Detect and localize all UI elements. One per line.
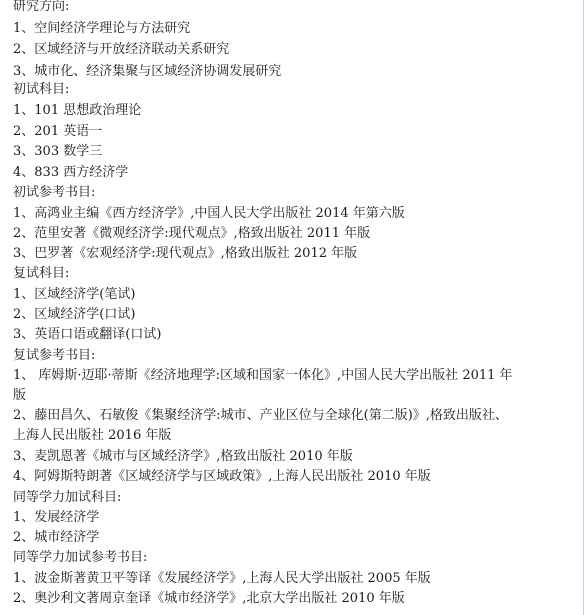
text-line: 3、英语口语或翻译(口试)	[13, 327, 162, 342]
heading-equivalent-extra-subjects: 同等学力加试科目:	[13, 490, 122, 505]
text-line: 版	[13, 388, 27, 403]
text-line: 2、城市经济学	[13, 530, 100, 545]
text-line: 3、城市化、经济集聚与区域经济协调发展研究	[13, 64, 282, 79]
text-line: 4、阿姆斯特朗著《区域经济学与区域政策》,上海人民出版社 2010 年版	[13, 469, 431, 484]
heading-research-directions: 研究方向:	[13, 0, 70, 14]
text-line: 1、发展经济学	[13, 510, 100, 525]
text-line: 2、区域经济与开放经济联动关系研究	[13, 42, 230, 57]
text-line: 1、101 思想政治理论	[13, 103, 142, 118]
text-line: 3、麦凯恩著《城市与区域经济学》,格致出版社 2010 年版	[13, 449, 353, 464]
text-line: 1、 库姆斯·迈耶·蒂斯《经济地理学:区域和国家一体化》,中国人民大学出版社 2011 年	[13, 368, 513, 383]
heading-equivalent-extra-references: 同等学力加试参考书目:	[13, 550, 148, 565]
text-line: 3、巴罗著《宏观经济学:现代观点》,格致出版社 2012 年版	[13, 246, 358, 261]
text-line: 2、奥沙利文著周京奎译《城市经济学》,北京大学出版社 2010 年版	[13, 591, 405, 606]
heading-initial-exam-subjects: 初试科目:	[13, 82, 70, 97]
heading-retest-subjects: 复试科目:	[13, 266, 70, 281]
text-line: 上海人民出版社 2016 年版	[13, 428, 172, 443]
text-line: 4、833 西方经济学	[13, 165, 129, 180]
text-line: 1、区域经济学(笔试)	[13, 287, 136, 302]
text-line: 2、藤田昌久、石敏俊《集聚经济学:城市、产业区位与全球化(第二版)》,格致出版社、	[13, 408, 508, 423]
heading-retest-references: 复试参考书目:	[13, 348, 96, 363]
text-line: 2、201 英语一	[13, 124, 103, 139]
text-line: 1、高鸿业主编《西方经济学》,中国人民大学出版社 2014 年第六版	[13, 206, 405, 221]
text-line: 2、区域经济学(口试)	[13, 307, 136, 322]
text-line: 1、空间经济学理论与方法研究	[13, 21, 191, 36]
text-line: 2、范里安著《微观经济学:现代观点》,格致出版社 2011 年版	[13, 226, 371, 241]
text-line: 1、波金斯著黄卫平等译《发展经济学》,上海人民大学出版社 2005 年版	[13, 571, 431, 586]
text-line: 3、303 数学三	[13, 144, 103, 159]
heading-initial-references: 初试参考书目:	[13, 185, 96, 200]
